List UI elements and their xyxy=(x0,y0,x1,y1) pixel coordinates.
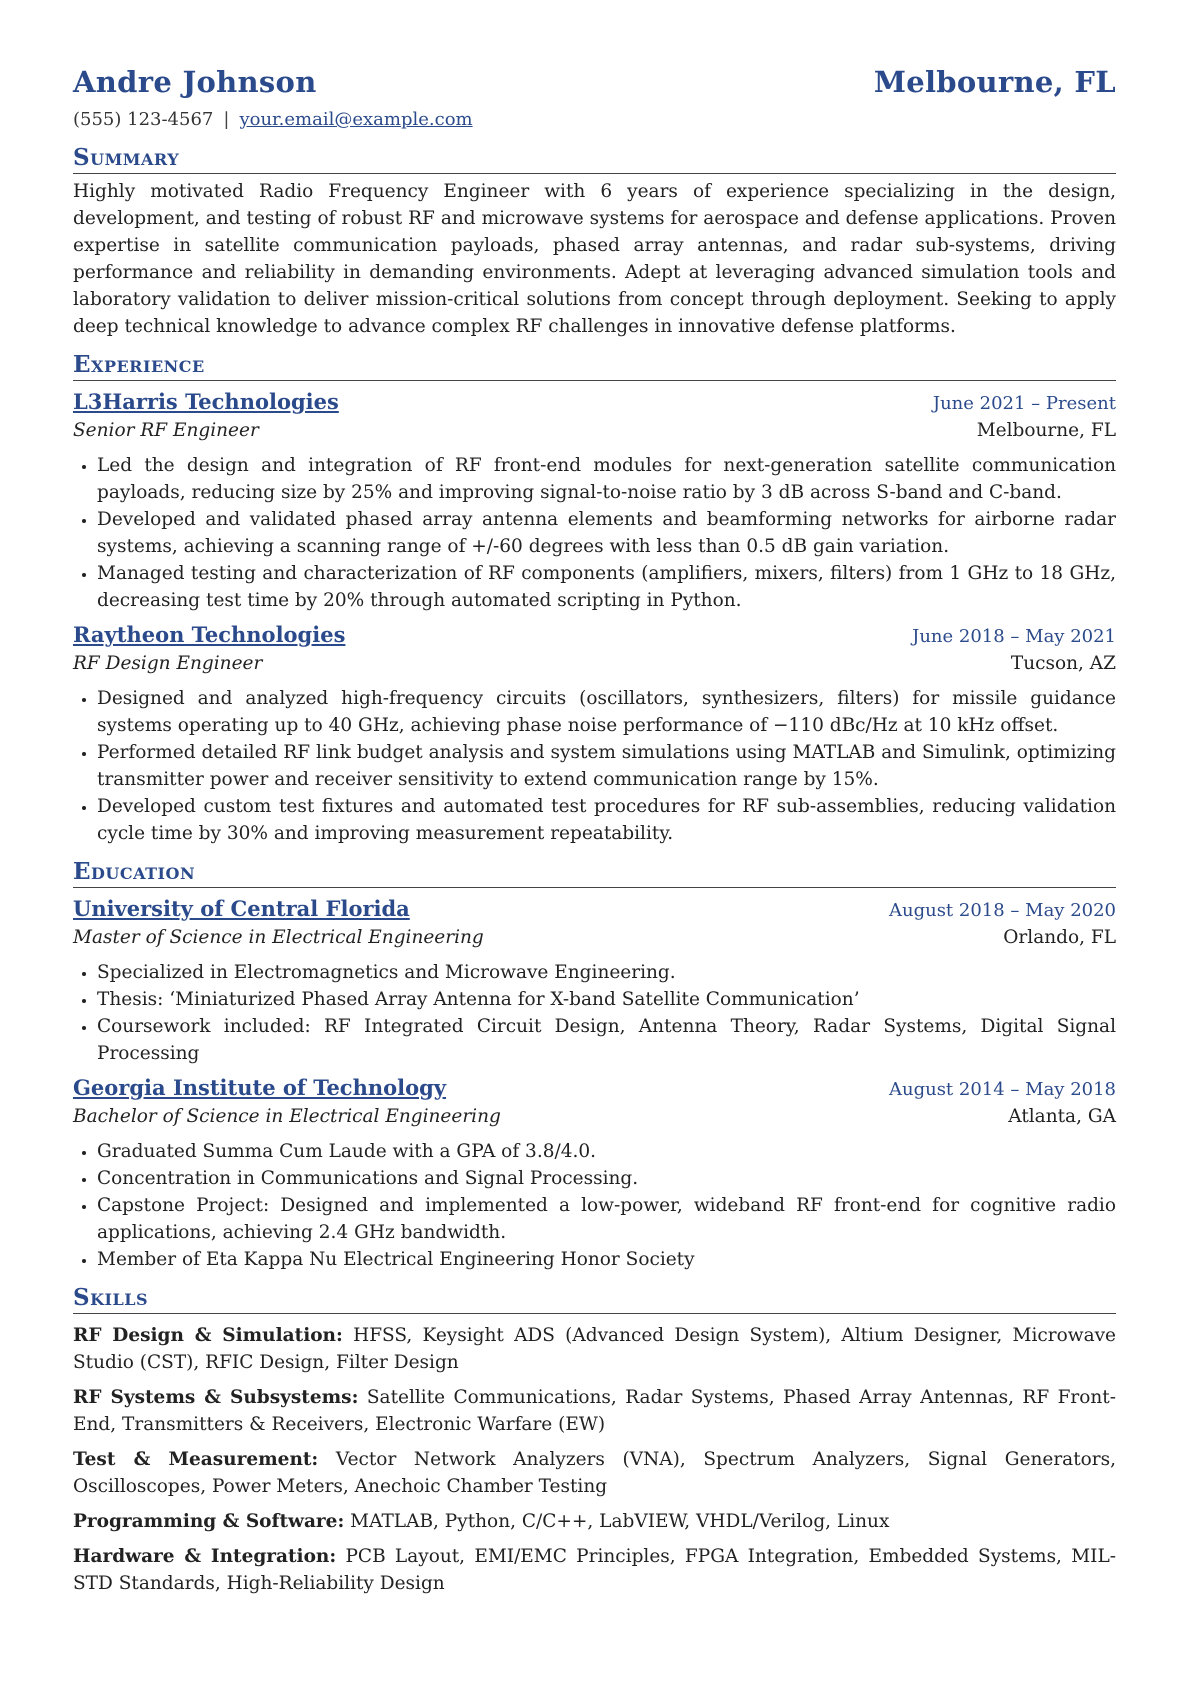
skill-items: Satellite Communications, Radar Systems, Phased Array Antennas, RF Front-End, Transmitters & Receivers, Electronic Warfare (EW) xyxy=(73,1387,1116,1435)
contact-line xyxy=(73,106,1116,133)
candidate-name: Andre Johnson xyxy=(73,65,317,99)
education-bullet: • Coursework included: RF Integrated Circuit Design, Antenna Theory, Radar Systems, Digital Signal Processing xyxy=(97,1013,1116,1067)
education-organization-link[interactable]: Georgia Institute of Technology xyxy=(73,1075,447,1100)
experience-title: Senior RF Engineer xyxy=(73,420,259,441)
education-entry-subheader xyxy=(73,924,1116,951)
skill-category: Hardware & Integration: xyxy=(73,1546,337,1567)
experience-bullet: • Led the design and integration of RF front-end modules for next-generation satellite communication payloads, reducing size by 25% and improving signal-to-noise ratio by 3 dB across S-band and C-band. xyxy=(97,452,1116,506)
education-title: Bachelor of Science in Electrical Engineering xyxy=(73,1106,501,1127)
skill-row xyxy=(73,1508,1116,1535)
experience-list xyxy=(73,387,1116,847)
experience-entry-header xyxy=(73,387,1116,417)
education-bullet: • Thesis: ‘Miniaturized Phased Array Antenna for X-band Satellite Communication’ xyxy=(97,986,1116,1013)
experience-bullet: • Managed testing and characterization of RF components (amplifiers, mixers, filters) from 1 GHz to 18 GHz, decreasing test time by 20% through automated scripting in Python. xyxy=(97,560,1116,614)
experience-heading: Experience xyxy=(73,350,1116,381)
summary-text: Highly motivated Radio Frequency Engineer with 6 years of experience specializing in the design, development, and testing of robust RF and microwave systems for aerospace and defense applications. Proven expertise in satellite communication payloads, phased array antennas, and radar sub-systems, driving performance and reliability in demanding environments. Adept at leveraging advanced simulation tools and laboratory validation to deliver mission-critical solutions from concept through deployment. Seeking to apply deep technical knowledge to advance complex RF challenges in innovative defense platforms. xyxy=(73,181,1116,337)
education-heading: Education xyxy=(73,857,1116,888)
experience-location: Melbourne, FL xyxy=(976,420,1116,441)
education-entry-header xyxy=(73,894,1116,924)
experience-entry-header xyxy=(73,620,1116,650)
education-title: Master of Science in Electrical Engineering xyxy=(73,927,484,948)
skill-row xyxy=(73,1384,1116,1438)
education-entry-subheader xyxy=(73,1103,1116,1130)
candidate-location: Melbourne, FL xyxy=(873,65,1116,99)
education-bullet-list xyxy=(73,959,1116,1067)
experience-bullet: • Developed and validated phased array antenna elements and beamforming networks for airborne radar systems, achieving a scanning range of +/-60 degrees with less than 0.5 dB gain variation. xyxy=(97,506,1116,560)
skill-items: MATLAB, Python, C/C++, LabVIEW, VHDL/Verilog, Linux xyxy=(350,1511,890,1532)
education-entry-header xyxy=(73,1073,1116,1103)
phone-number: (555) 123-4567 xyxy=(73,109,214,130)
skills-list xyxy=(73,1322,1116,1597)
education-bullet: • Capstone Project: Designed and implemented a low-power, wideband RF front-end for cognitive radio applications, achieving 2.4 GHz bandwidth. xyxy=(97,1192,1116,1246)
experience-entry-subheader xyxy=(73,417,1116,444)
skill-category: Test & Measurement: xyxy=(73,1449,319,1470)
experience-bullet: • Developed custom test fixtures and automated test procedures for RF sub-assemblies, reducing validation cycle time by 30% and improving measurement repeatability. xyxy=(97,793,1116,847)
education-bullet-list xyxy=(73,1138,1116,1273)
education-list xyxy=(73,894,1116,1273)
experience-organization-link[interactable]: L3Harris Technologies xyxy=(73,389,339,414)
experience-dates: June 2018 – May 2021 xyxy=(912,626,1116,647)
education-location: Orlando, FL xyxy=(1003,927,1116,948)
skill-row xyxy=(73,1446,1116,1500)
education-dates: August 2018 – May 2020 xyxy=(888,900,1116,921)
education-bullet: • Graduated Summa Cum Laude with a GPA of 3.8/4.0. xyxy=(97,1138,1116,1165)
skill-category: Programming & Software: xyxy=(73,1511,345,1532)
experience-bullet-list xyxy=(73,452,1116,614)
skill-category: RF Systems & Subsystems: xyxy=(73,1387,359,1408)
skill-category: RF Design & Simulation: xyxy=(73,1325,343,1346)
resume-header xyxy=(73,60,1116,104)
education-bullet: • Concentration in Communications and Signal Processing. xyxy=(97,1165,1116,1192)
experience-organization-link[interactable]: Raytheon Technologies xyxy=(73,622,346,647)
experience-entry-subheader xyxy=(73,650,1116,677)
email-link[interactable]: your.email@example.com xyxy=(239,109,473,130)
summary-heading: Summary xyxy=(73,143,1116,174)
skill-items: PCB Layout, EMI/EMC Principles, FPGA Integration, Embedded Systems, MIL-STD Standards, High-Reliability Design xyxy=(73,1546,1116,1594)
education-organization-link[interactable]: University of Central Florida xyxy=(73,896,410,921)
experience-title: RF Design Engineer xyxy=(73,653,263,674)
education-location: Atlanta, GA xyxy=(1008,1106,1116,1127)
skills-heading: Skills xyxy=(73,1283,1116,1314)
education-bullet: • Member of Eta Kappa Nu Electrical Engineering Honor Society xyxy=(97,1246,1116,1273)
experience-bullet: • Designed and analyzed high-frequency circuits (oscillators, synthesizers, filters) for missile guidance systems operating up to 40 GHz, achieving phase noise performance of −110 dBc/Hz at 10 kHz offset. xyxy=(97,685,1116,739)
contact-separator: | xyxy=(223,109,230,130)
experience-dates: June 2021 – Present xyxy=(932,393,1116,414)
experience-location: Tucson, AZ xyxy=(1010,653,1116,674)
skill-items: HFSS, Keysight ADS (Advanced Design System), Altium Designer, Microwave Studio (CST), RFIC Design, Filter Design xyxy=(73,1325,1116,1373)
education-dates: August 2014 – May 2018 xyxy=(888,1079,1116,1100)
experience-bullet: • Performed detailed RF link budget analysis and system simulations using MATLAB and Simulink, optimizing transmitter power and receiver sensitivity to extend communication range by 15%. xyxy=(97,739,1116,793)
skill-row xyxy=(73,1543,1116,1597)
experience-bullet-list xyxy=(73,685,1116,847)
education-bullet: • Specialized in Electromagnetics and Microwave Engineering. xyxy=(97,959,1116,986)
skill-row xyxy=(73,1322,1116,1376)
skill-items: Vector Network Analyzers (VNA), Spectrum Analyzers, Signal Generators, Oscilloscopes, Power Meters, Anechoic Chamber Testing xyxy=(73,1449,1116,1497)
